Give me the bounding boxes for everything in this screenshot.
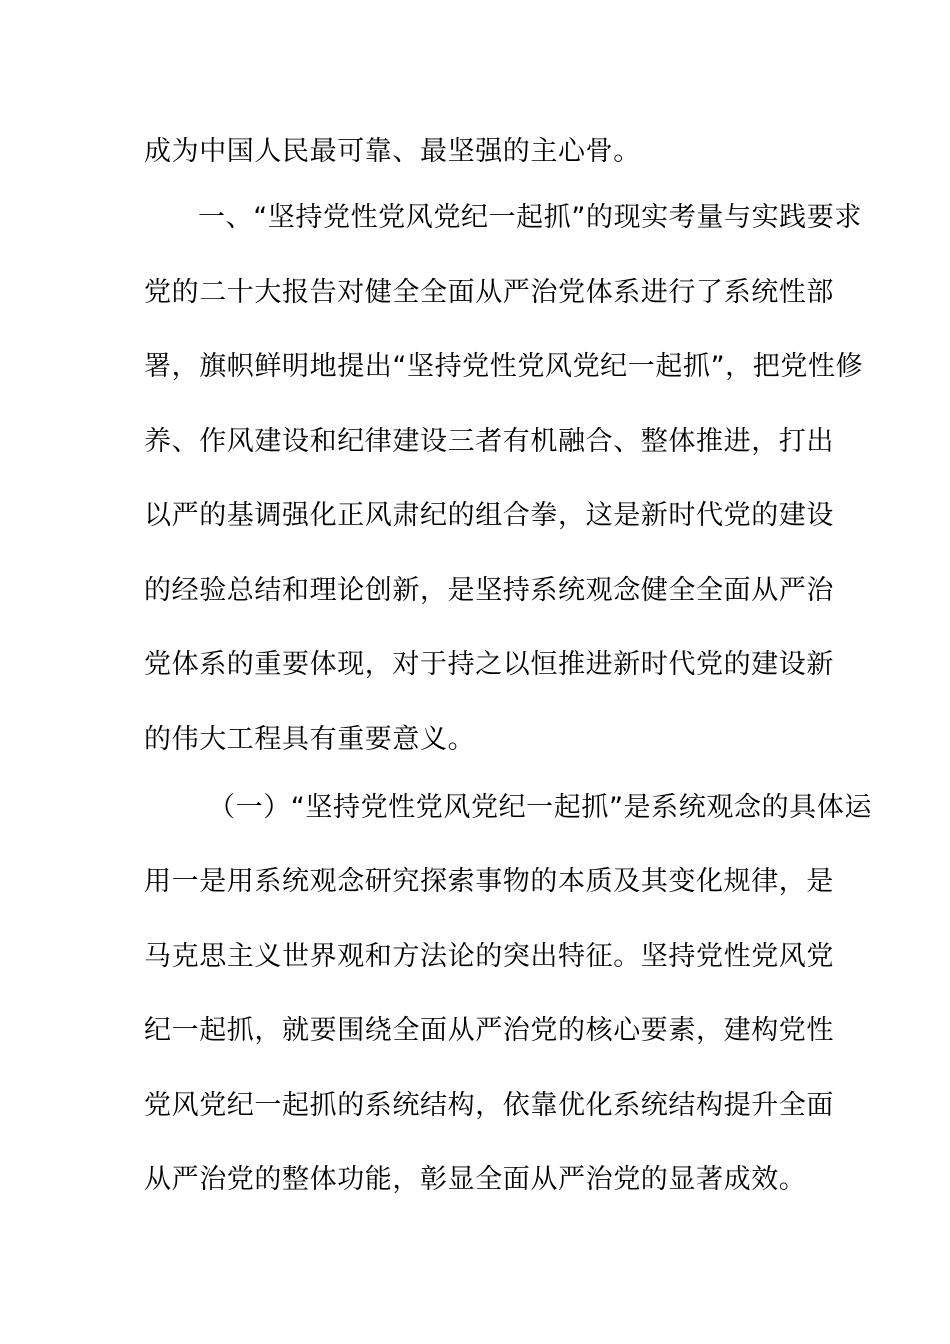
text-line-5: 养、作风建设和纪律建设三者有机融合、整体推进，打出: [144, 426, 834, 457]
text-line-3: 党的二十大报告对健全全面从严治党体系进行了系统性部: [144, 277, 834, 308]
text-line-4: 署，旗帜鲜明地提出“坚持党性党风党纪一起抓”，把党性修: [144, 351, 864, 382]
text-line-9: 的伟大工程具有重要意义。: [144, 724, 476, 755]
text-line-8: 党体系的重要体现，对于持之以恒推进新时代党的建设新: [144, 649, 834, 680]
text-line-11: 用一是用系统观念研究探索事物的本质及其变化规律，是: [144, 866, 834, 897]
text-line-13: 纪一起抓，就要围绕全面从严治党的核心要素，建构党性: [144, 1015, 834, 1046]
section-heading: 一、“坚持党性党风党纪一起抓”的现实考量与实践要求: [198, 202, 862, 233]
text-line-14: 党风党纪一起抓的系统结构，依靠优化系统结构提升全面: [144, 1090, 834, 1121]
text-line-7: 的经验总结和理论创新，是坚持系统观念健全全面从严治: [144, 575, 834, 606]
text-line-15: 从严治党的整体功能，彰显全面从严治党的显著成效。: [144, 1164, 807, 1195]
text-line-1: 成为中国人民最可靠、最坚强的主心骨。: [144, 136, 641, 167]
text-line-6: 以严的基调强化正风肃纪的组合拳，这是新时代党的建设: [144, 500, 834, 531]
subsection-heading: （一）“坚持党性党风党纪一起抓”是系统观念的具体运: [208, 792, 872, 823]
text-line-12: 马克思主义世界观和方法论的突出特征。坚持党性党风党: [144, 941, 834, 972]
